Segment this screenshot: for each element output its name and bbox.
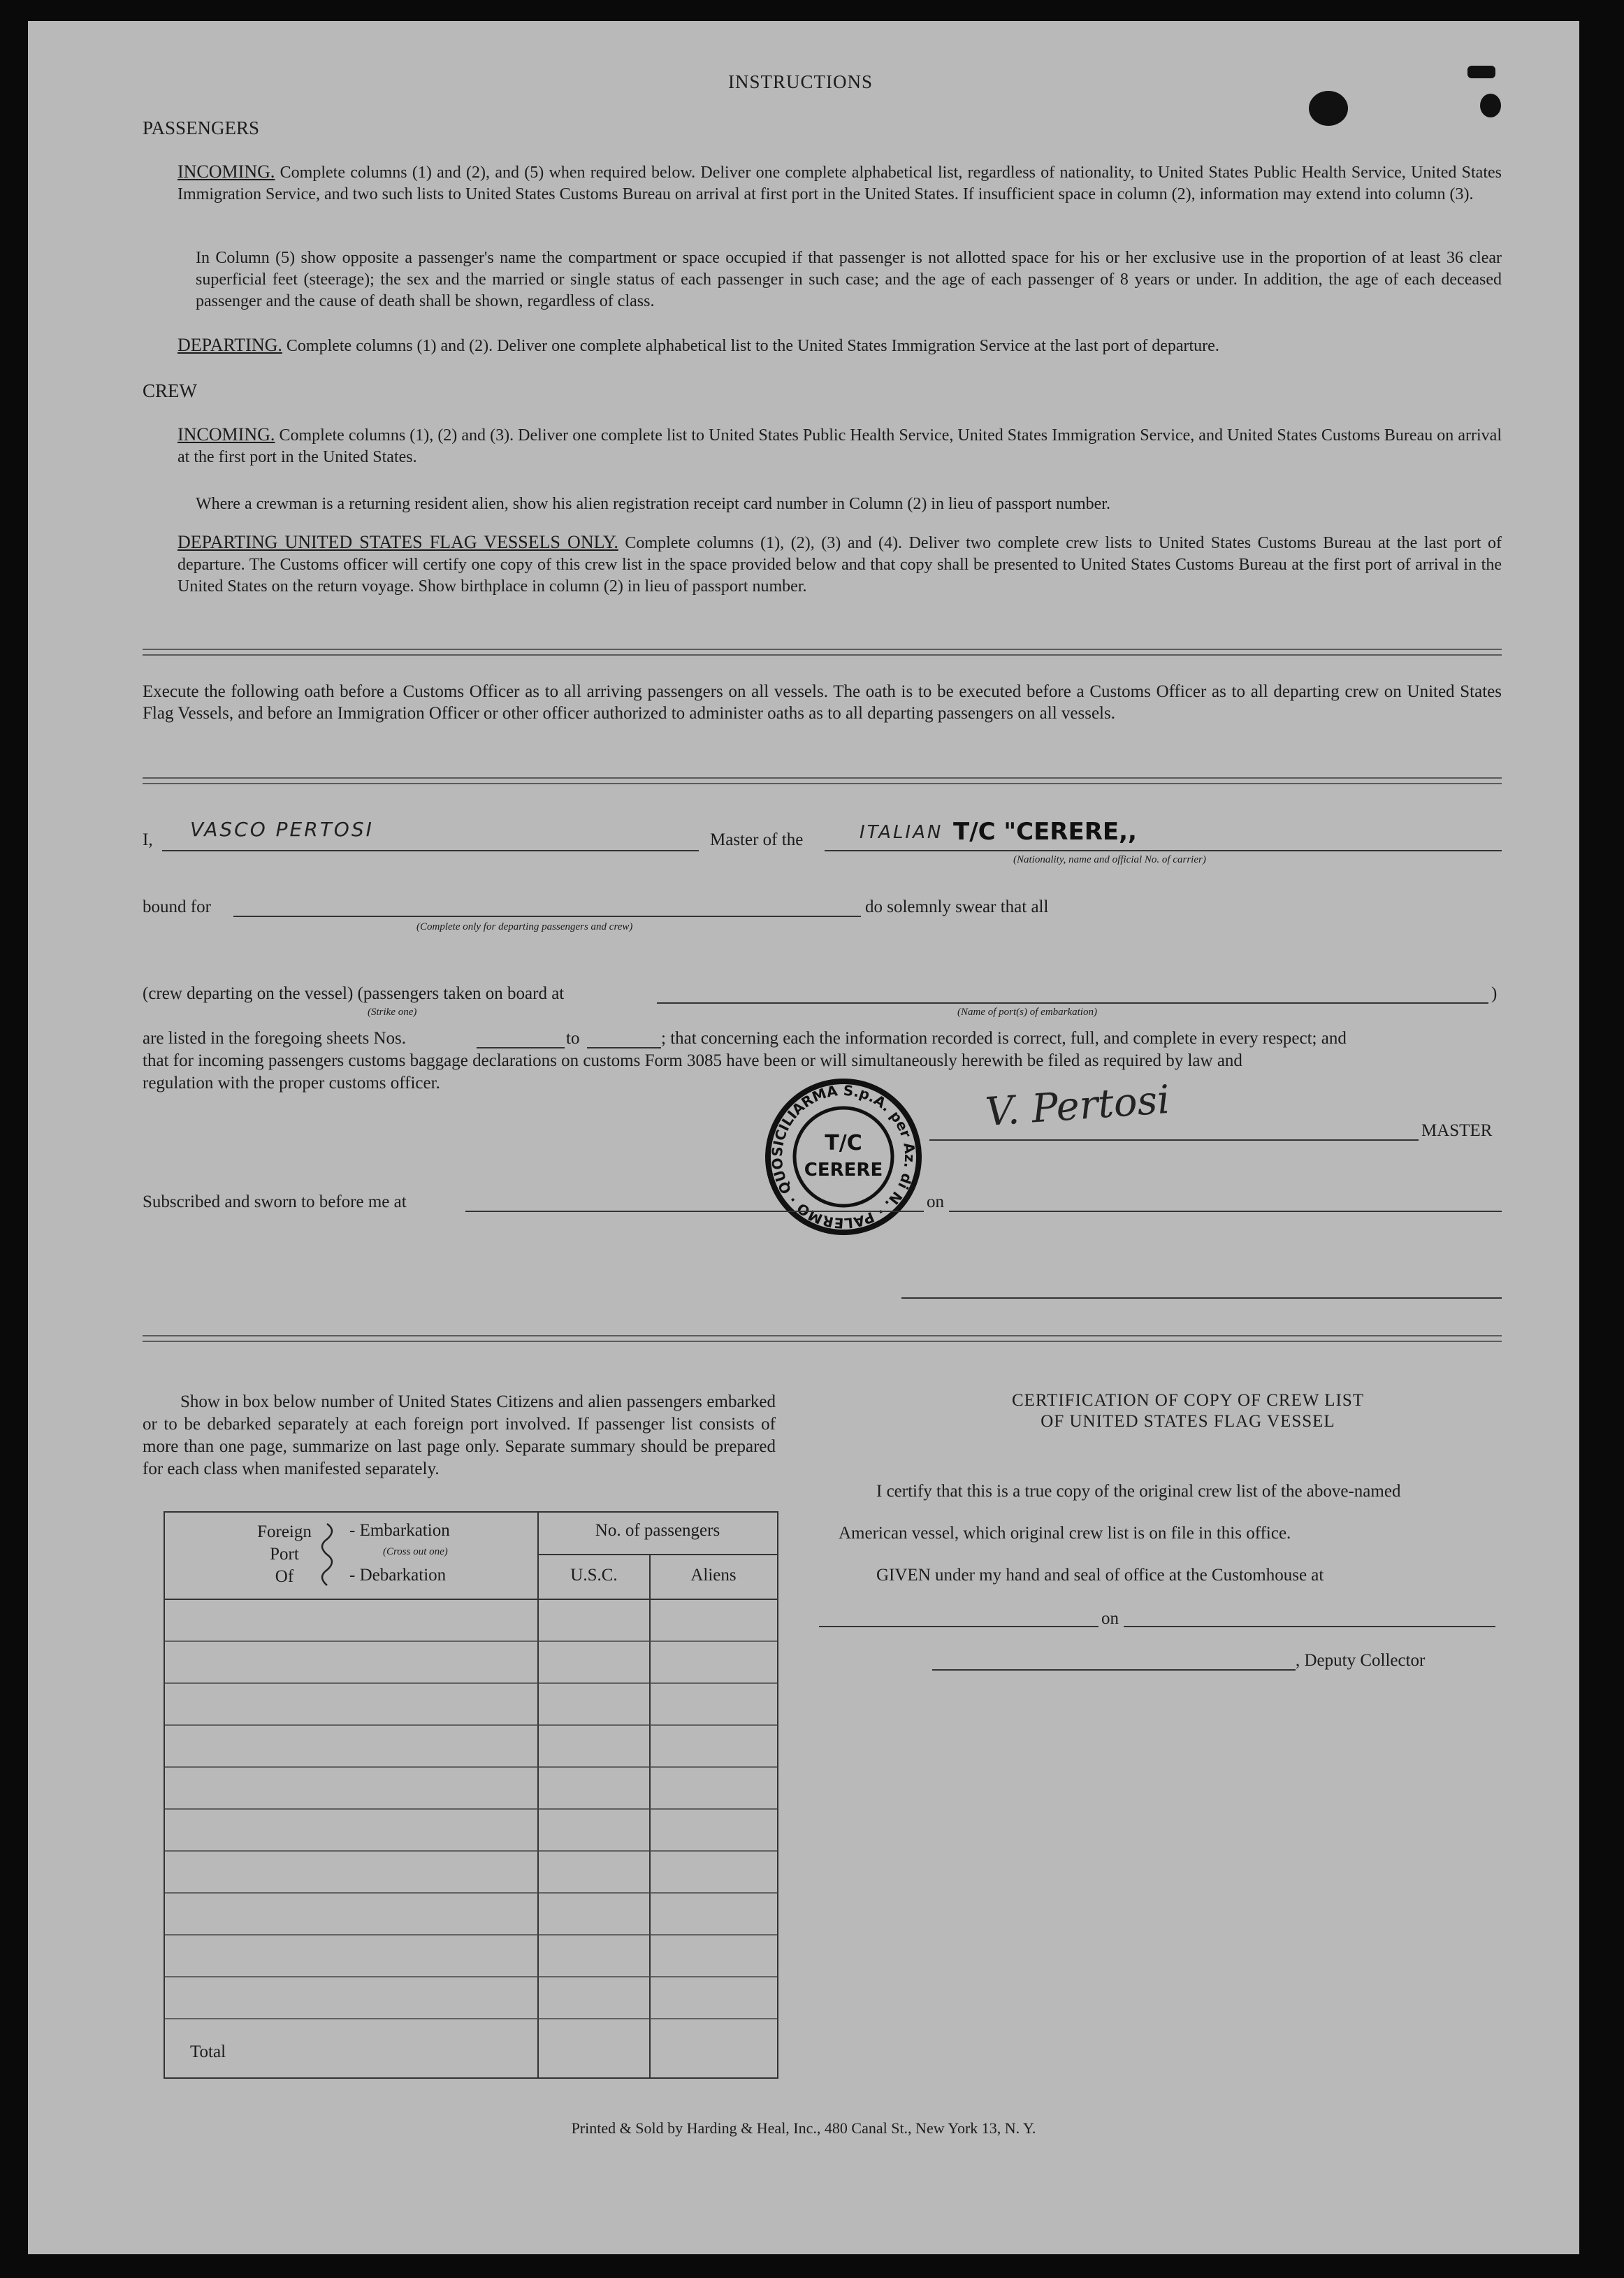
total-label: Total [190, 2042, 226, 2061]
instructions-title: INSTRUCTIONS [728, 71, 873, 92]
subscribed-on-label: on [927, 1192, 944, 1211]
bound-caption: (Complete only for departing passengers and crew) [416, 921, 633, 932]
certification-line-3: GIVEN under my hand and seal of office at the Customhouse at [876, 1566, 1324, 1585]
vessel-name-typed[interactable]: T/C "CERERE,, [953, 818, 1137, 846]
carrier-line [825, 850, 1502, 851]
ink-blot [1467, 66, 1495, 78]
customhouse-line[interactable] [819, 1626, 1099, 1627]
ship-stamp [763, 1076, 924, 1237]
nationality-caption: (Nationality, name and official No. of carrier) [1013, 854, 1206, 865]
summary-instructions: Show in box below number of United States Citizens and alien passengers embarked or to be debarked separately at each foreign port involved. If passenger list consists of more than one page, summarize on last page only. Separate summary should be prepared for each class when manifested separately. [143, 1392, 776, 1478]
strike-caption: (Strike one) [368, 1007, 417, 1018]
master-name[interactable]: VASCO PERTOSI [190, 818, 374, 841]
passengers-departing-label: DEPARTING. [177, 335, 282, 355]
ports-caption: (Name of port(s) of embarkation) [957, 1007, 1097, 1018]
ink-blot [1309, 91, 1348, 126]
crew-incoming-text: Complete columns (1), (2) and (3). Deliver one complete list to United States Public Health Service, United States Immigration Service, and United States Customs Bureau on arrival at the first port in the United States. [177, 426, 1502, 466]
master-signature[interactable]: V. Pertosi [984, 1076, 1172, 1136]
swear-label: do solemnly swear that all [865, 897, 1049, 916]
foreign-port-of-label [246, 1521, 323, 1588]
debarkation-label: - Debarkation [349, 1566, 447, 1585]
to-label: to [566, 1029, 580, 1048]
crew-incoming-paragraph [177, 424, 1502, 468]
certification-on-label: on [1101, 1609, 1119, 1628]
oath-intro: Execute the following oath before a Customs Officer as to all arriving passengers on all vessels. The oath is to be executed before a Customs Officer as to all departing crew on United States Flag Vessels, and before an Immigration Officer or other officer authorized to administer oaths as to all departing passengers on all vessels. [143, 682, 1502, 723]
usc-header: U.S.C. [570, 1566, 618, 1585]
passengers-heading: PASSENGERS [143, 117, 260, 138]
passengers-incoming-paragraph [177, 161, 1502, 206]
officer-signature-line[interactable] [901, 1297, 1502, 1299]
ink-blot [1480, 94, 1501, 117]
certification-date-line[interactable] [1124, 1626, 1495, 1627]
bound-for-line[interactable] [233, 916, 861, 917]
no-passengers-header: No. of passengers [595, 1521, 720, 1540]
sheet-from-line[interactable] [477, 1047, 565, 1048]
section-divider [143, 1335, 1502, 1342]
master-name-line [162, 850, 699, 851]
passengers-departing-text: Complete columns (1) and (2). Deliver one complete alphabetical list to the United States Immigration Service at the last port of departure. [286, 337, 1219, 355]
cross-out-caption: (Cross out one) [383, 1546, 448, 1557]
crew-departing-text: Complete columns (1), (2), (3) and (4). Deliver two complete crew lists to United States Customs Bureau at the last port of departure. The Customs officer will certify one copy of this crew list in the space provided below and that copy shall be presented to United States Customs Bureau at the first port of arrival in the United States on the return voyage. Show birthplace in column (2) in lieu of passport number. [177, 534, 1502, 596]
stamp-line2: CERERE [804, 1160, 883, 1181]
i-label: I, [143, 830, 153, 849]
aliens-header: Aliens [690, 1566, 737, 1585]
crew-heading: CREW [143, 380, 197, 401]
passenger-summary-table [164, 1511, 778, 2079]
close-paren: ) [1491, 984, 1498, 1003]
crew-departing-label: DEPARTING UNITED STATES FLAG VESSELS ONLY. [177, 532, 618, 552]
passengers-incoming-text: Complete columns (1) and (2), and (5) when required below. Deliver one complete alphabetical list, regardless of nationality, to United States Public Health Service, United States Immigration Service, and two such lists to United States Customs Bureau on arrival at first port in the United States. If insufficient space in column (2), information may extend into column (3). [177, 164, 1502, 203]
subscribed-label: Subscribed and sworn to before me at [143, 1192, 407, 1211]
bound-for-label: bound for [143, 897, 211, 916]
certification-title-2: OF UNITED STATES FLAG VESSEL [1041, 1412, 1335, 1431]
certification-title-1: CERTIFICATION OF COPY OF CREW LIST [1011, 1391, 1365, 1410]
master-label: MASTER [1421, 1121, 1493, 1140]
signature-line [929, 1139, 1419, 1141]
regulation-text: regulation with the proper customs officer. [143, 1074, 440, 1093]
subscribed-date-line[interactable] [949, 1211, 1502, 1212]
passengers-incoming-label: INCOMING. [177, 161, 275, 182]
stamp-line1: T/C [825, 1131, 862, 1155]
sheet-to-line[interactable] [587, 1047, 661, 1048]
port-label: Port [270, 1545, 299, 1564]
crew-incoming-label: INCOMING. [177, 424, 275, 445]
of-label: Of [275, 1567, 294, 1586]
port-embarkation-line[interactable] [657, 1002, 1488, 1004]
section-divider [143, 777, 1502, 784]
master-of-label: Master of the [710, 830, 804, 849]
stamp-outer-text: SICILIARMA S.p.A. per Az. di N. · PALERMO · QUO [768, 1081, 919, 1232]
section-divider [143, 649, 1502, 656]
crew-departing-label: (crew departing on the vessel) (passengers taken on board at [143, 984, 565, 1003]
passengers-departing-paragraph [177, 334, 1502, 357]
certification-line-1: I certify that this is a true copy of the original crew list of the above-named [876, 1482, 1401, 1501]
column5-paragraph: In Column (5) show opposite a passenger's name the compartment or space occupied if that passenger is not allotted space for his or her exclusive use in the proportion of at least 36 clear superficial feet (steerage); the sex and the married or single status of each passenger in such case; and the age of each passenger of 8 years or under. In addition, the age of each deceased passenger and the cause of death shall be shown, regardless of class. [196, 249, 1502, 310]
certification-line-2: American vessel, which original crew list is on file in this office. [839, 1524, 1291, 1543]
document-page [28, 21, 1579, 2254]
subscribed-place-line[interactable] [465, 1211, 924, 1212]
printer-footer: Printed & Sold by Harding & Heal, Inc., 480 Canal St., New York 13, N. Y. [571, 2119, 1036, 2137]
deputy-collector-label: , Deputy Collector [1296, 1651, 1426, 1670]
listed-label: are listed in the foregoing sheets Nos. [143, 1029, 406, 1048]
crewman-paragraph: Where a crewman is a returning resident alien, show his alien registration receipt card number in Column (2) in lieu of passport number. [196, 495, 1110, 513]
deputy-collector-line[interactable] [932, 1669, 1296, 1671]
concerning-text: ; that concerning each the information recorded is correct, full, and complete in every respect; and [661, 1029, 1347, 1048]
crew-departing-paragraph [177, 531, 1502, 598]
embarkation-label: - Embarkation [349, 1521, 450, 1540]
nationality-handwritten[interactable]: ITALIAN [860, 822, 943, 843]
baggage-text: that for incoming passengers customs baggage declarations on customs Form 3085 have been or will simultaneously herewith be filed as required by law and [143, 1051, 1242, 1070]
foreign-label: Foreign [257, 1522, 312, 1541]
